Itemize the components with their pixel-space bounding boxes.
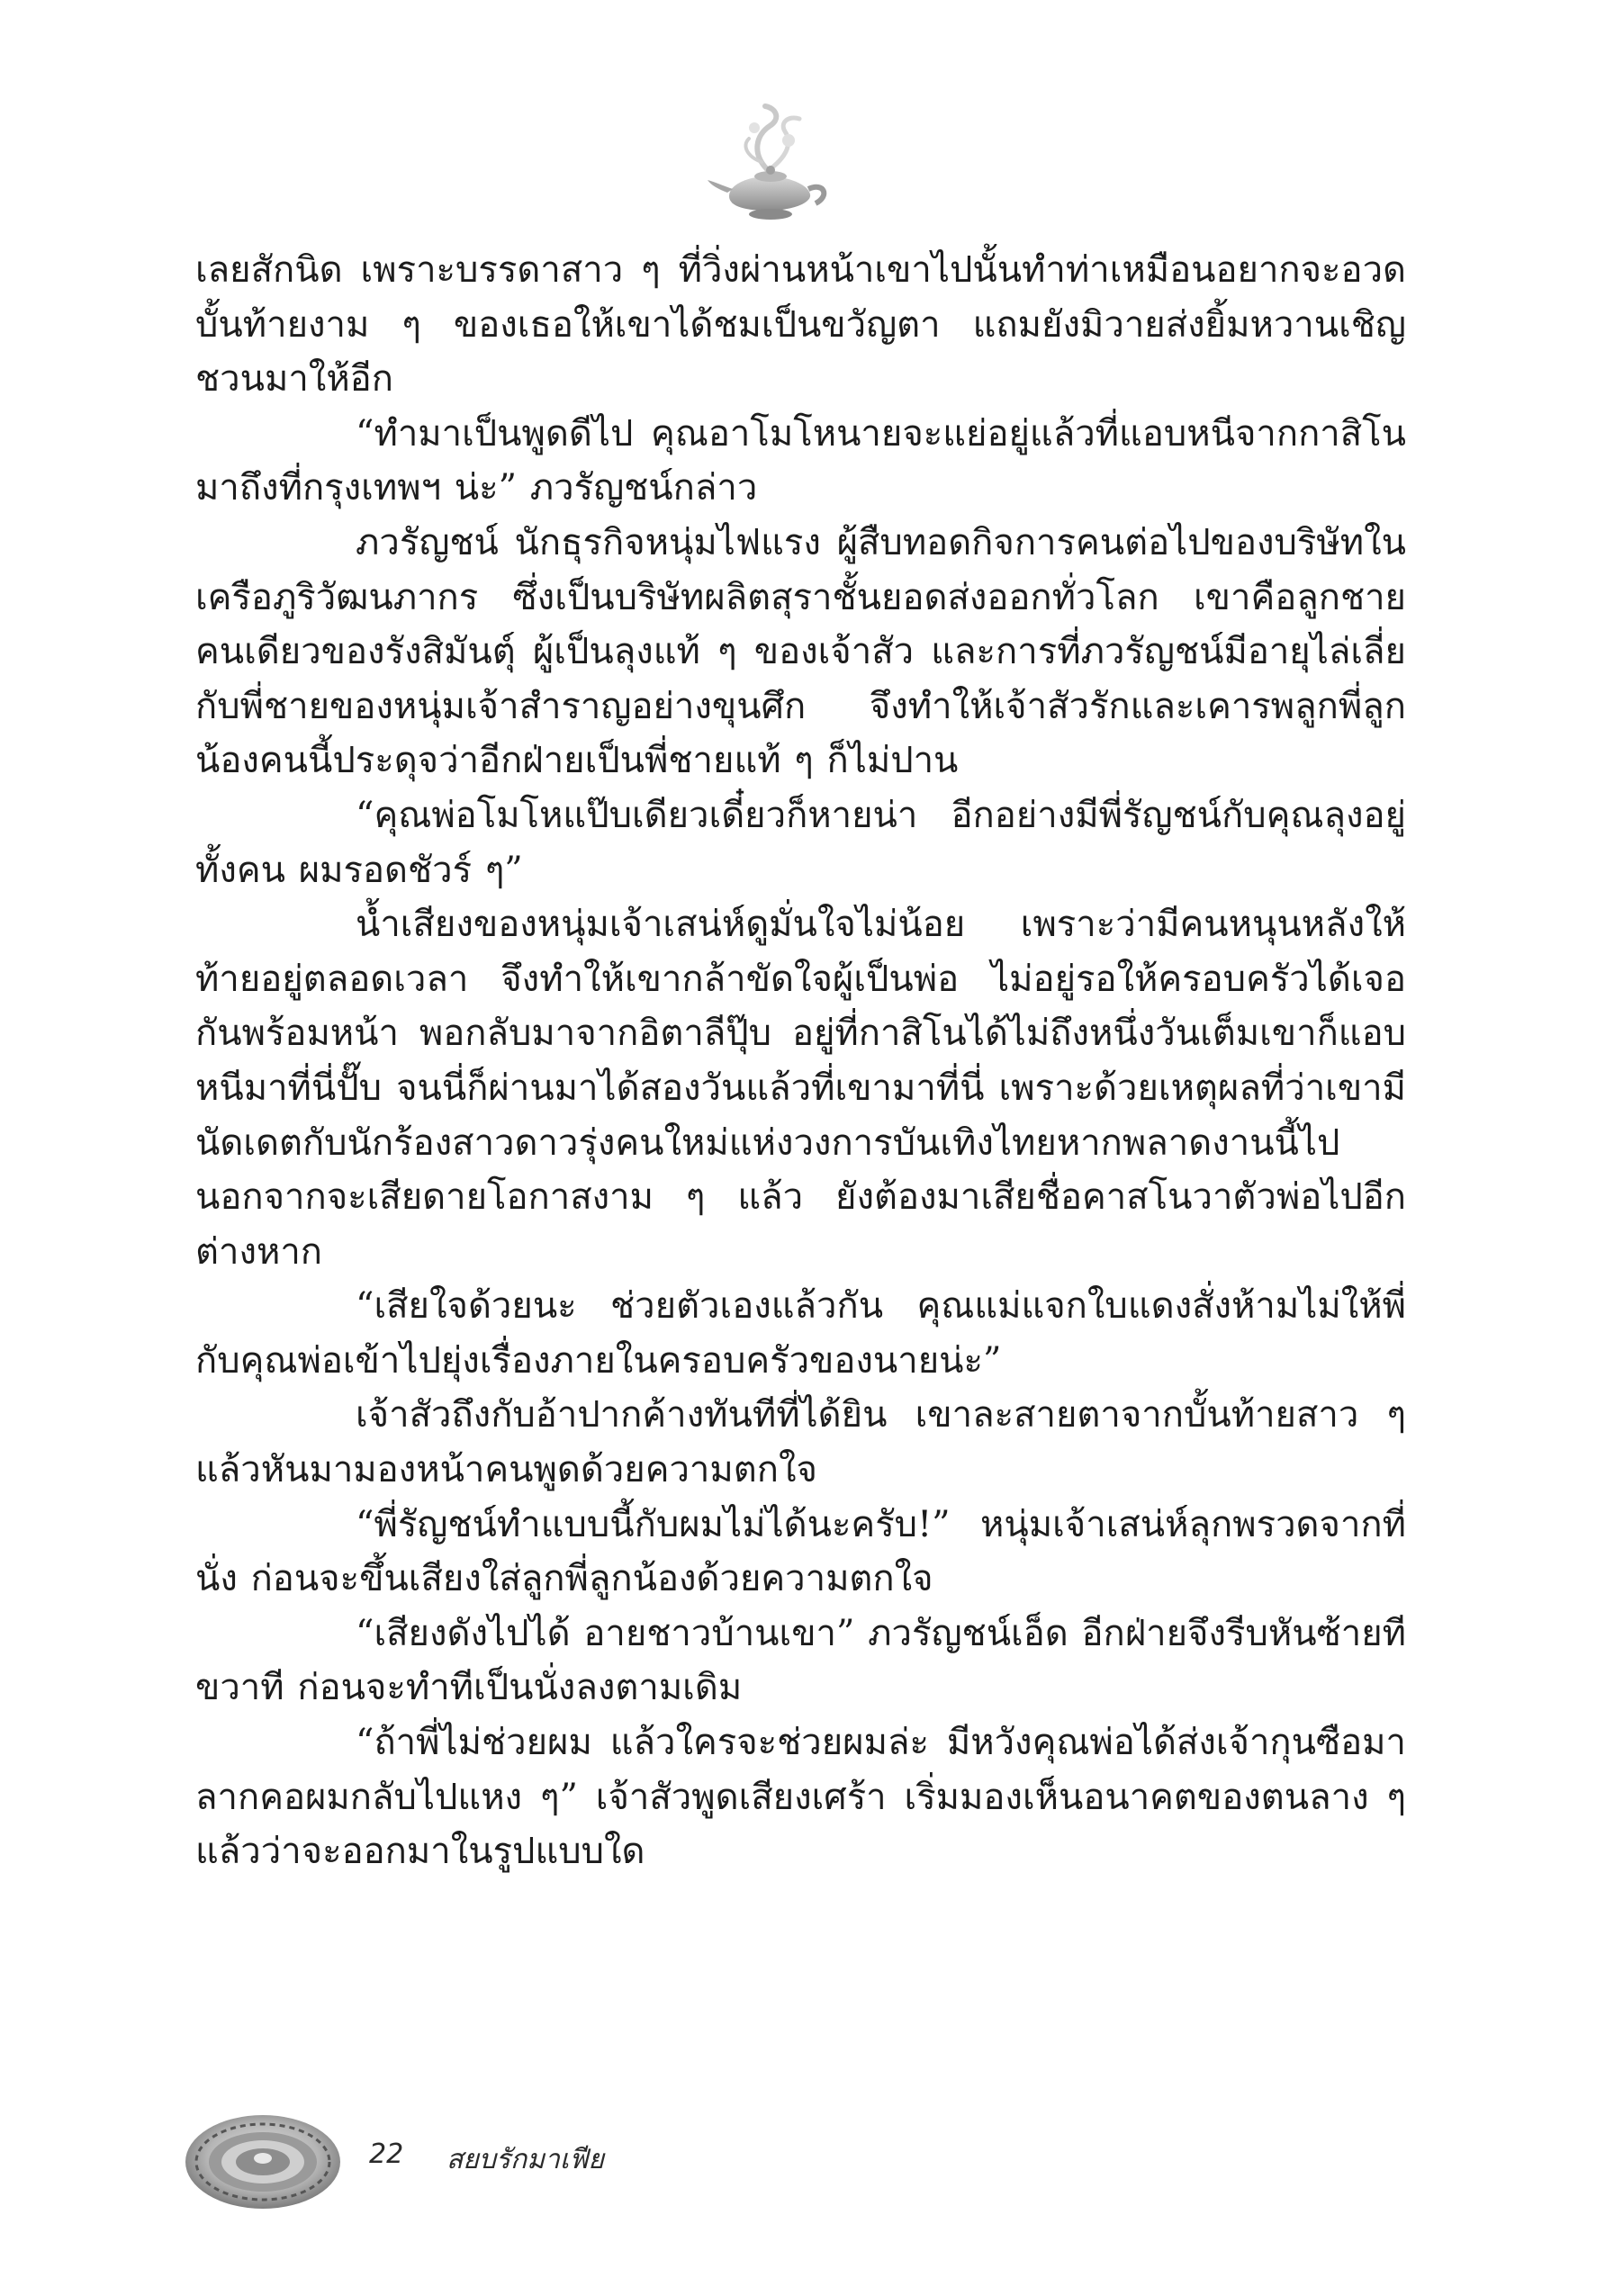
- paragraph: “พี่รัญชน์ทำแบบนี้กับผมไม่ได้นะครับ!” หนุ่มเจ้าเสน่ห์ลุกพรวดจากที่นั่ง ก่อนจะขึ้นเสียงใส่ลูกพี่ลูกน้องด้วยความตกใจ: [195, 1503, 1406, 1600]
- paragraph: “ทำมาเป็นพูดดีไป คุณอาโมโหนายจะแย่อยู่แล้วที่แอบหนีจากกาสิโนมาถึงที่กรุงเทพฯ น่ะ” ภวรัญชน์กล่าว: [195, 412, 1406, 509]
- paragraph: “ถ้าพี่ไม่ช่วยผม แล้วใครจะช่วยผมล่ะ มีหวังคุณพ่อได้ส่งเจ้ากุนซือมาลากคอผมกลับไปแหง ๆ” เจ้าสัวพูดเสียงเศร้า เริ่มมองเห็นอนาคตของตนลาง ๆ แล้วว่าจะออกมาในรูปแบบใด: [195, 1722, 1406, 1873]
- genie-lamp-icon: [702, 99, 837, 234]
- page-footer: [180, 2106, 810, 2214]
- paragraph: เจ้าสัวถึงกับอ้าปากค้างทันทีที่ได้ยิน เขาละสายตาจากบั้นท้ายสาว ๆ แล้วหันมามองหน้าคนพูดด้วยความตกใจ: [195, 1394, 1406, 1491]
- paragraph: เลยสักนิด เพราะบรรดาสาว ๆ ที่วิ่งผ่านหน้าเขาไปนั้นทำท่าเหมือนอยากจะอวดบั้นท้ายงาม ๆ ของเธอให้เขาได้ชมเป็นขวัญตา แถมยังมิวายส่งยิ้มหวานเชิญชวนมาให้อีก: [195, 249, 1406, 401]
- body-text: [195, 243, 1406, 1879]
- paragraph: ภวรัญชน์ นักธุรกิจหนุ่มไฟแรง ผู้สืบทอดกิจการคนต่อไปของบริษัทในเครือภูริวัฒนภากร ซึ่งเป็นบริษัทผลิตสุราชั้นยอดส่งออกทั่วโลก เขาคือลูกชายคนเดียวของรังสิมันตุ์ ผู้เป็นลุงแท้ ๆ ของเจ้าสัว และการที่ภวรัญชน์มีอายุไล่เลี่ยกับพี่ชายของหนุ่มเจ้าสำราญอย่างขุนศึก จึงทำให้เจ้าสัวรักและเคารพลูกพี่ลูกน้องคนนี้ประดุจว่าอีกฝ่ายเป็นพี่ชายแท้ ๆ ก็ไม่ปาน: [195, 521, 1406, 782]
- roulette-wheel-icon: [180, 2106, 369, 2214]
- paragraph: “คุณพ่อโมโหแป๊บเดียวเดี๋ยวก็หายน่า อีกอย่างมีพี่รัญชน์กับคุณลุงอยู่ทั้งคน ผมรอดชัวร์ ๆ”: [195, 794, 1406, 891]
- paragraph: น้ำเสียงของหนุ่มเจ้าเสน่ห์ดูมั่นใจไม่น้อย เพราะว่ามีคนหนุนหลังให้ท้ายอยู่ตลอดเวลา จึงทำให้เขากล้าขัดใจผู้เป็นพ่อ ไม่อยู่รอให้ครอบครัวได้เจอกันพร้อมหน้า พอกลับมาจากอิตาลีปุ๊บ อยู่ที่กาสิโนได้ไม่ถึงหนึ่งวันเต็มเขาก็แอบหนีมาที่นี่ปั๊บ จนนี่ก็ผ่านมาได้สองวันแล้วที่เขามาที่นี่ เพราะด้วยเหตุผลที่ว่าเขามีนัดเดตกับนักร้องสาวดาวรุ่งคนใหม่แห่งวงการบันเทิงไทยหากพลาดงานนี้ไป นอกจากจะเสียดายโอกาสงาม ๆ แล้ว ยังต้องมาเสียชื่อคาสโนวาตัวพ่อไปอีกต่างหาก: [195, 904, 1406, 1273]
- paragraph: “เสียใจด้วยนะ ช่วยตัวเองแล้วกัน คุณแม่แจกใบแดงสั่งห้ามไม่ให้พี่กับคุณพ่อเข้าไปยุ่งเรื่องภายในครอบครัวของนายน่ะ”: [195, 1285, 1406, 1382]
- book-title: สยบรักมาเฟีย: [446, 2144, 604, 2175]
- page-number: 22: [369, 2138, 404, 2170]
- paragraph: “เสียงดังไปได้ อายชาวบ้านเขา” ภวรัญชน์เอ็ด อีกฝ่ายจึงรีบหันซ้ายทีขวาที ก่อนจะทำทีเป็นนั่งลงตามเดิม: [195, 1612, 1406, 1709]
